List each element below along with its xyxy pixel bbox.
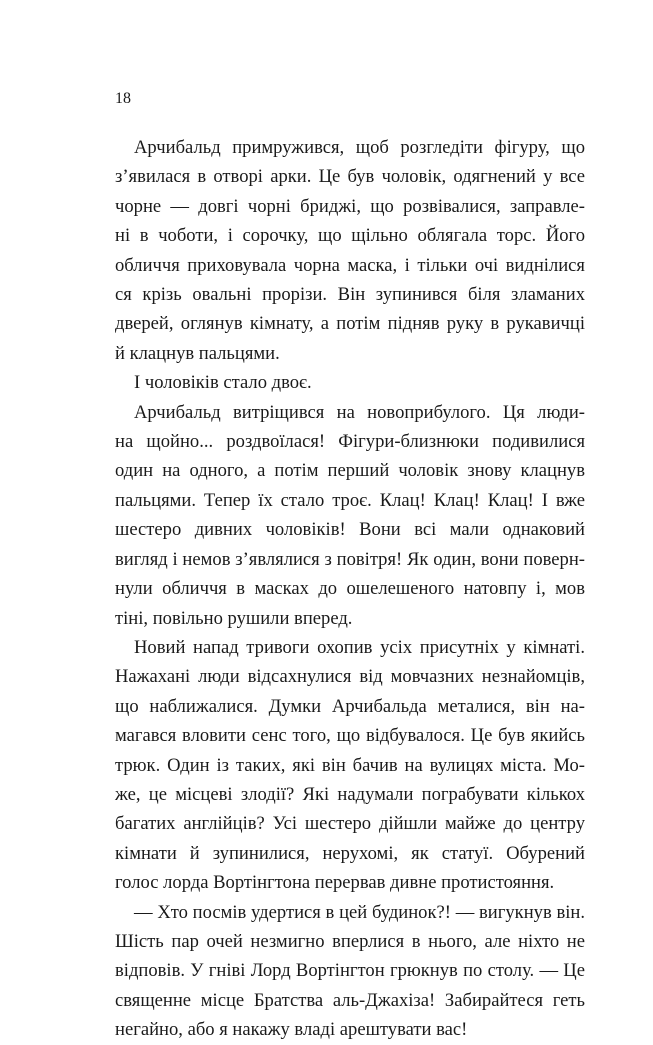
text-line: дверей, оглянув кімнату, а потім підняв руку в рукавичці [115,313,585,335]
text-line: же, це місцеві злодії? Які надумали пограбувати кількох [115,783,585,805]
text-line: багатих англійців? Усі шестеро дійшли майже до центру [115,813,585,835]
text-line: кімнати й зупинилися, нерухомі, як статуї. Обурений [115,842,585,864]
text-line: голос лорда Вортінгтона перервав дивне протистояння. [115,872,555,894]
text-line: чорне — довгі чорні бриджі, що розвівалися, заправле- [115,195,585,217]
text-line: трюк. Один із таких, які він бачив на вулицях міста. Мо- [115,754,585,776]
text-line: відповів. У гніві Лорд Вортінгтон грюкнув по столу. — Це [115,960,585,982]
text-line: негайно, або я накажу владі арештувати вас! [115,1019,468,1041]
text-line: ся крізь овальні прорізи. Він зупинився біля зламаних [115,284,585,306]
text-line: шестеро дивних чоловіків! Вони всі мали однаковий [115,519,585,541]
text-line: магався вловити сенс того, що відбувалося. Це був якийсь [115,725,585,747]
text-line: — Хто посмів удертися в цей будинок?! — вигукнув він. [134,901,585,923]
text-line: один на одного, а потім перший чоловік знову клацнув [115,460,585,482]
text-line: ні в чоботи, і сорочку, що щільно облягала торс. Його [115,225,585,247]
text-line: на щойно... роздвоїлася! Фігури-близнюки подивилися [115,431,585,453]
text-line: пальцями. Тепер їх стало троє. Клац! Клац! Клац! І вже [115,489,585,511]
text-line: тіні, повільно рушили вперед. [115,607,353,629]
body-text [115,133,585,1045]
text-line: Арчибальд витріщився на новоприбулого. Ця люди- [134,401,585,423]
text-line: І чоловіків стало двоє. [134,372,312,394]
text-line: обличчя приховувала чорна маска, і тільки очі виднілися [115,254,585,276]
page-number: 18 [115,90,131,107]
text-line: Арчибальд примружився, щоб розгледіти фігуру, що [134,137,585,158]
text-line: Шість пар очей незмигно вперлися в нього, але ніхто не [115,930,585,952]
text-line: з’явилася в отворі арки. Це був чоловік, одягнений у все [115,166,585,188]
text-line: священне місце Братства аль-Джахіза! Забирайтеся геть [115,989,585,1011]
text-line: Нажахані люди відсахнулися від мовчазних незнайомців, [115,666,585,688]
text-line: вигляд і немов з’являлися з повітря! Як один, вони поверн- [115,548,585,570]
text-line: що наближалися. Думки Арчибальда металися, він на- [115,695,585,717]
text-line: Новий напад тривоги охопив усіх присутніх у кімнаті. [134,636,585,658]
text-line: нули обличчя в масках до ошелешеного натовпу і, мов [115,578,585,600]
text-line: й клацнув пальцями. [115,342,280,364]
